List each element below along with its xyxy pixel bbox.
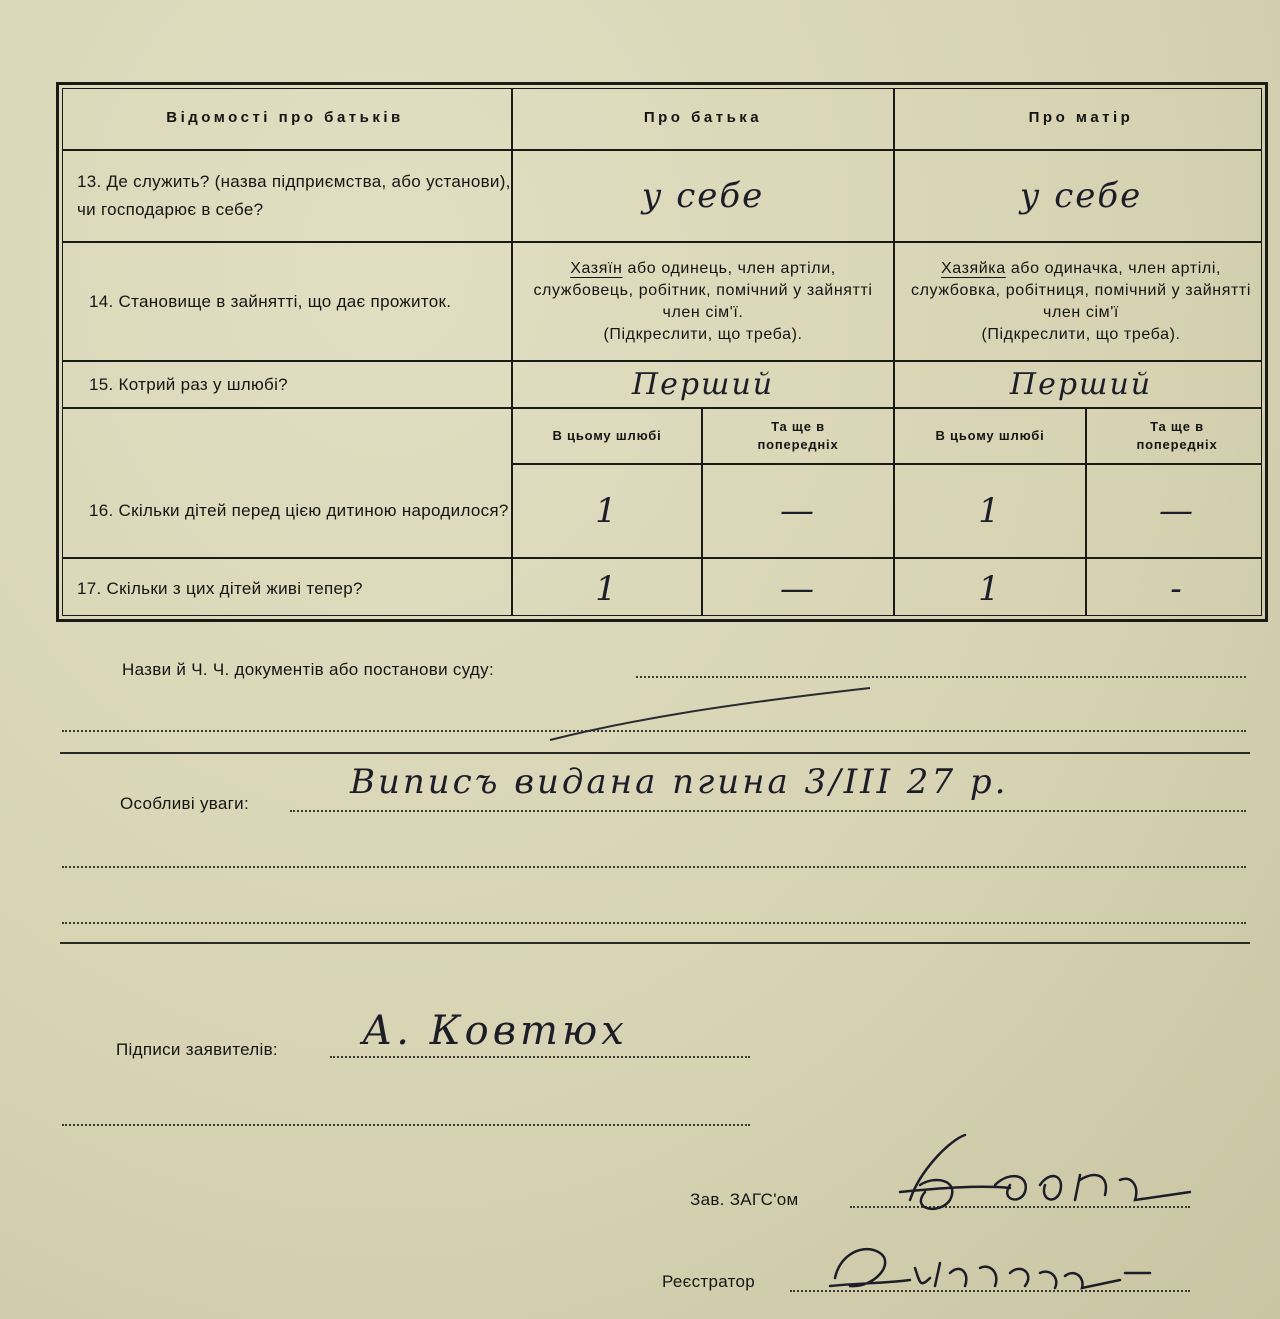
subheader-father-previous: Та ще в попередніх <box>757 419 839 452</box>
applicants-line-2 <box>62 1124 750 1126</box>
father-children-previous: — <box>780 491 816 531</box>
question-13: 13. Де служить? (назва підприємства, або установи), чи господарює в себе? <box>77 172 511 219</box>
mother-occupation-underlined: Хазяйка <box>940 259 1006 277</box>
mother-occupation-rest: або одиначка, член артілі, службовка, робітниця, помічний у зайнятті член сім'ї <box>911 259 1251 321</box>
mother-occupation-note: (Підкреслити, що треба). <box>981 325 1181 343</box>
mother-occupation-options <box>895 243 1267 360</box>
father-occupation-note: (Підкреслити, що треба). <box>603 325 803 343</box>
header-parents-info: Відомості про батьків <box>166 108 404 126</box>
father-occupation-underlined: Хазяїн <box>570 259 623 277</box>
father-occupation-options <box>513 243 893 360</box>
question-14: 14. Становище в зайнятті, що дає прожиток. <box>89 291 452 311</box>
applicants-signature: А. Ковтюх <box>362 1008 628 1054</box>
remarks-handwritten: Виписъ видана пгина 3/III 27 р. <box>350 762 1009 802</box>
father-children-alive-previous: — <box>780 569 816 609</box>
applicants-line-1 <box>330 1056 750 1058</box>
subheader-mother-this-marriage: В цьому шлюбі <box>935 428 1045 443</box>
head-signature <box>880 1130 1200 1220</box>
father-children-this: 1 <box>595 491 619 531</box>
question-16: 16. Скільки дітей перед цією дитиною народилося? <box>89 501 509 520</box>
mother-children-alive-this: 1 <box>978 569 1002 609</box>
parents-info-table <box>56 82 1268 622</box>
remarks-line-3 <box>62 922 1246 924</box>
documents-label: Назви й Ч. Ч. документів або постанови суду: <box>122 660 494 679</box>
question-15: 15. Котрий раз у шлюбі? <box>89 374 288 394</box>
mother-workplace: у себе <box>1019 176 1143 216</box>
remarks-line-1 <box>290 810 1246 812</box>
applicants-label: Підписи заявителів: <box>116 1040 278 1059</box>
header-father: Про батька <box>643 108 763 126</box>
father-workplace: у себе <box>641 176 765 216</box>
registrar-label: Реєстратор <box>662 1272 756 1291</box>
subheader-father-this-marriage: В цьому шлюбі <box>552 428 662 443</box>
documents-line-1 <box>636 676 1246 678</box>
head-label: Зав. ЗАГС'ом <box>690 1190 799 1209</box>
header-mother: Про матір <box>1028 108 1134 126</box>
father-occupation-rest: або одинець, член артіли, службовець, робітник, помічний у зайнятті член сім'ї. <box>533 259 873 321</box>
father-marriage-count: Перший <box>631 367 775 402</box>
mother-marriage-count: Перший <box>1009 367 1153 402</box>
documents-dash-stroke <box>540 680 880 750</box>
documents-rule <box>60 752 1250 754</box>
question-17: 17. Скільки з цих дітей живі тепер? <box>77 579 363 598</box>
subheader-mother-previous: Та ще в попередніх <box>1136 419 1218 452</box>
remarks-rule <box>60 942 1250 944</box>
father-children-alive-this: 1 <box>595 569 619 609</box>
mother-children-this: 1 <box>978 491 1002 531</box>
mother-children-previous: — <box>1159 491 1195 531</box>
registrar-signature <box>820 1228 1160 1308</box>
mother-children-alive-previous: - <box>1170 569 1184 609</box>
remarks-label: Особливі уваги: <box>120 794 250 813</box>
remarks-line-2 <box>62 866 1246 868</box>
